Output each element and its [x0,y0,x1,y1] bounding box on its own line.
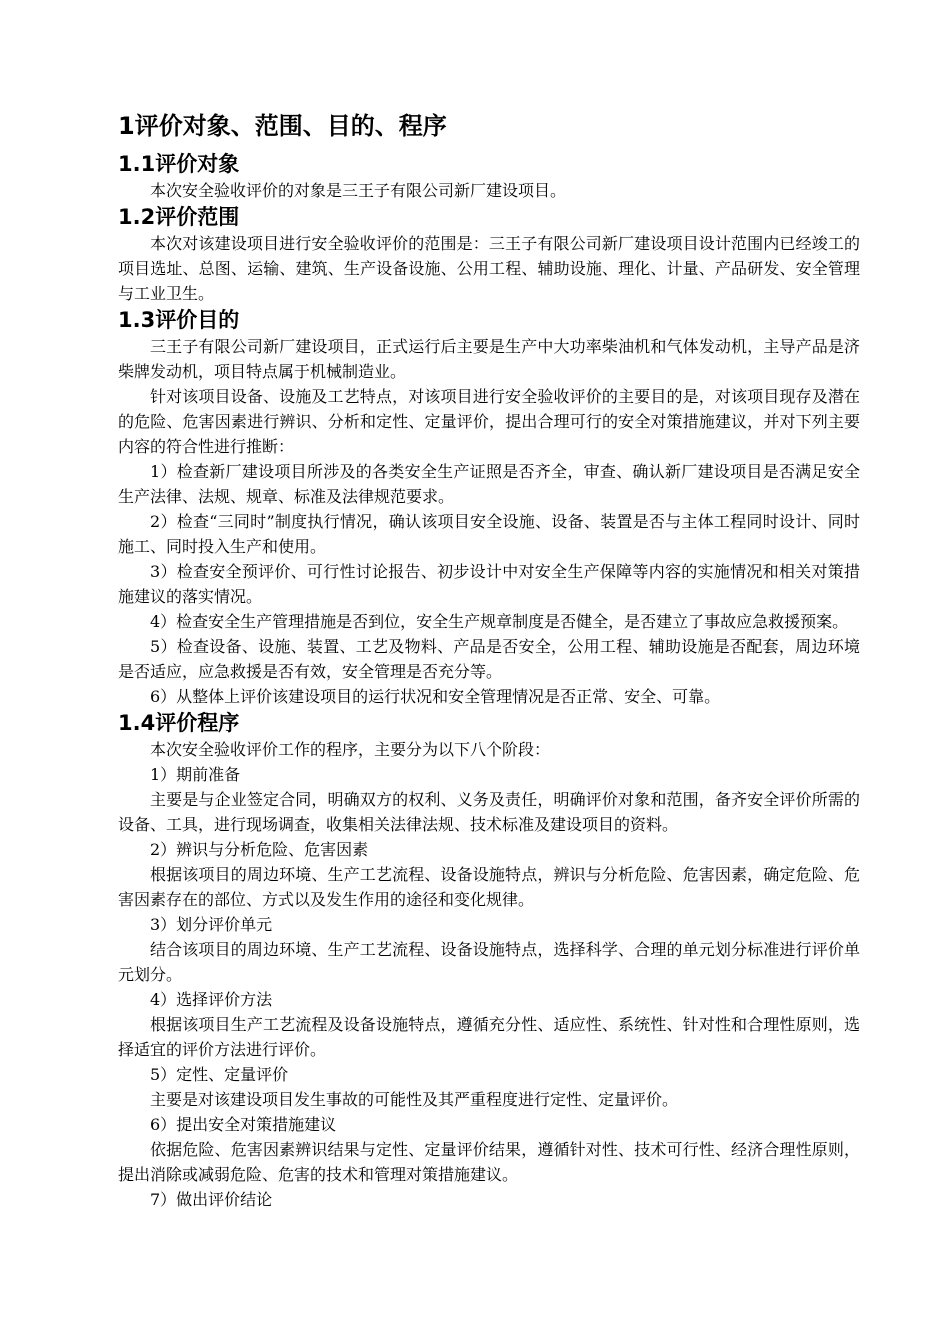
list-item: 5）检查设备、设施、装置、工艺及物料、产品是否安全，公用工程、辅助设施是否配套，周边环境是否适应，应急救援是否有效，安全管理是否充分等。 [118,637,860,681]
paragraph: 针对该项目设备、设施及工艺特点，对该项目进行安全验收评价的主要目的是，对该项目现存及潜在的危险、危害因素进行辨识、分析和定性、定量评价，提出合理可行的安全对策措施建议，并对下列主要内容的符合性进行推断： [118,387,860,456]
paragraph: 本次对该建设项目进行安全验收评价的范围是：三王子有限公司新厂建设项目设计范围内已经竣工的项目选址、总图、运输、建筑、生产设备设施、公用工程、辅助设施、理化、计量、产品研发、安全管理与工业卫生。 [118,234,860,303]
paragraph: 本次安全验收评价的对象是三王子有限公司新厂建设项目。 [150,181,567,200]
step-heading: 4）选择评价方法 [150,990,273,1009]
section-heading: 1.3评价目的 [118,308,240,332]
paragraph: 主要是对该建设项目发生事故的可能性及其严重程度进行定性、定量评价。 [150,1090,679,1109]
step-heading: 1）期前准备 [150,765,241,784]
paragraph: 结合该项目的周边环境、生产工艺流程、设备设施特点，选择科学、合理的单元划分标准进行评价单元划分。 [118,940,860,984]
list-item: 6）从整体上评价该建设项目的运行状况和安全管理情况是否正常、安全、可靠。 [150,687,721,706]
chapter-title: 1评价对象、范围、目的、程序 [118,112,447,140]
paragraph: 根据该项目的周边环境、生产工艺流程、设备设施特点，辨识与分析危险、危害因素，确定危险、危害因素存在的部位、方式以及发生作用的途径和变化规律。 [118,865,860,909]
list-item: 4）检查安全生产管理措施是否到位，安全生产规章制度是否健全，是否建立了事故应急救援预案。 [150,612,849,631]
section-heading: 1.2评价范围 [118,205,240,229]
paragraph: 本次安全验收评价工作的程序，主要分为以下八个阶段： [150,740,551,759]
step-heading: 2）辨识与分析危险、危害因素 [150,840,369,859]
paragraph: 依据危险、危害因素辨识结果与定性、定量评价结果，遵循针对性、技术可行性、经济合理性原则，提出消除或减弱危险、危害的技术和管理对策措施建议。 [118,1140,860,1184]
paragraph: 三王子有限公司新厂建设项目，正式运行后主要是生产中大功率柴油机和气体发动机，主导产品是济柴牌发动机，项目特点属于机械制造业。 [118,337,860,381]
step-heading: 5）定性、定量评价 [150,1065,289,1084]
paragraph: 主要是与企业签定合同，明确双方的权利、义务及责任，明确评价对象和范围，备齐安全评价所需的设备、工具，进行现场调查，收集相关法律法规、技术标准及建设项目的资料。 [118,790,860,834]
document-body [118,108,860,1212]
list-item: 3）检查安全预评价、可行性讨论报告、初步设计中对安全生产保障等内容的实施情况和相关对策措施建议的落实情况。 [118,562,860,606]
step-heading: 6）提出安全对策措施建议 [150,1115,337,1134]
step-heading: 7）做出评价结论 [150,1190,273,1209]
step-heading: 3）划分评价单元 [150,915,273,934]
paragraph: 根据该项目生产工艺流程及设备设施特点，遵循充分性、适应性、系统性、针对性和合理性原则，选择适宜的评价方法进行评价。 [118,1015,860,1059]
section-heading: 1.1评价对象 [118,152,240,176]
list-item: 2）检查“三同时”制度执行情况，确认该项目安全设施、设备、装置是否与主体工程同时设计、同时施工、同时投入生产和使用。 [118,512,860,556]
section-heading: 1.4评价程序 [118,711,240,735]
list-item: 1）检查新厂建设项目所涉及的各类安全生产证照是否齐全，审查、确认新厂建设项目是否满足安全生产法律、法规、规章、标准及法律规范要求。 [118,462,860,506]
